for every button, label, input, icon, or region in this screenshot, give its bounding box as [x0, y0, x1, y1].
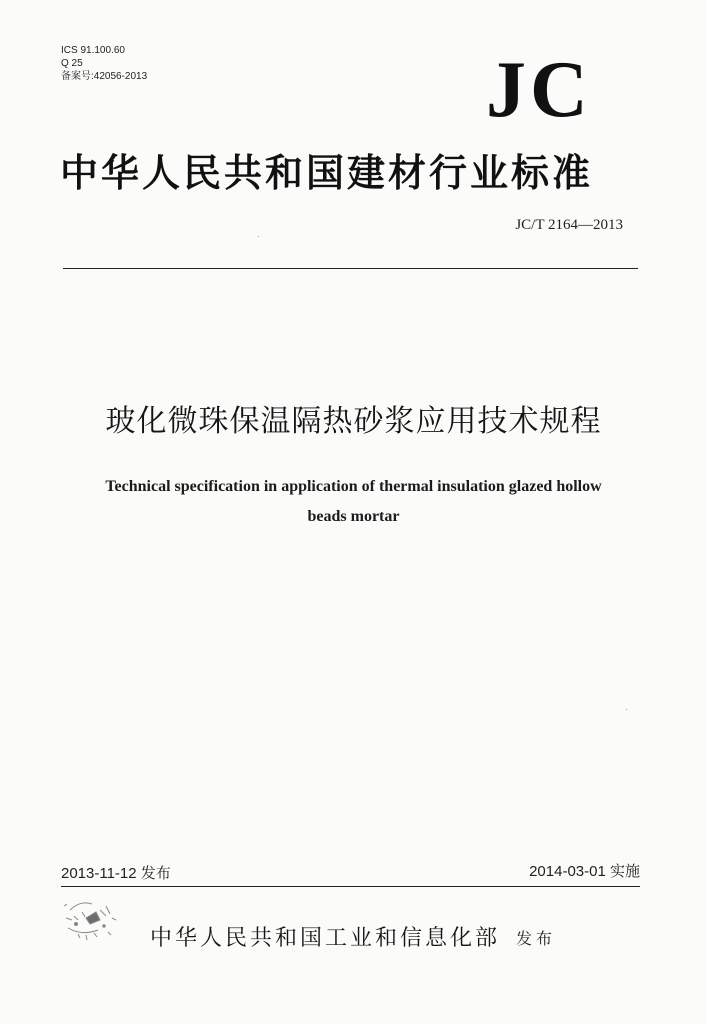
classification-block: [61, 44, 147, 83]
english-title-line-1: Technical specification in application of thermal insulation glazed hollow: [105, 478, 602, 495]
publish-label: 发布: [516, 929, 557, 948]
record-number: 备案号:42056-2013: [61, 71, 148, 82]
document-title-english: [40, 472, 667, 532]
header-divider: [63, 268, 638, 269]
jc-logo: JC: [486, 46, 592, 134]
english-title-line-2: beads mortar: [307, 508, 400, 525]
ccs-code: Q 25: [61, 58, 83, 69]
issue-date: 2013-11-12 发布: [61, 865, 171, 882]
scan-speck: [626, 709, 627, 710]
document-title-chinese: 玻化微珠保温隔热砂浆应用技术规程: [105, 404, 602, 439]
implementation-date: 2014-03-01 实施: [529, 863, 640, 880]
anti-counterfeit-stamp-icon: [56, 888, 126, 950]
scan-speck: [258, 236, 259, 237]
publisher-name: 中华人民共和国工业和信息化部: [150, 926, 501, 951]
standard-code: JC/T 2164—2013: [515, 217, 623, 233]
issuer-title: 中华人民共和国建材行业标准: [60, 150, 594, 195]
ics-code: ICS 91.100.60: [61, 45, 125, 56]
footer-divider: [61, 886, 640, 887]
